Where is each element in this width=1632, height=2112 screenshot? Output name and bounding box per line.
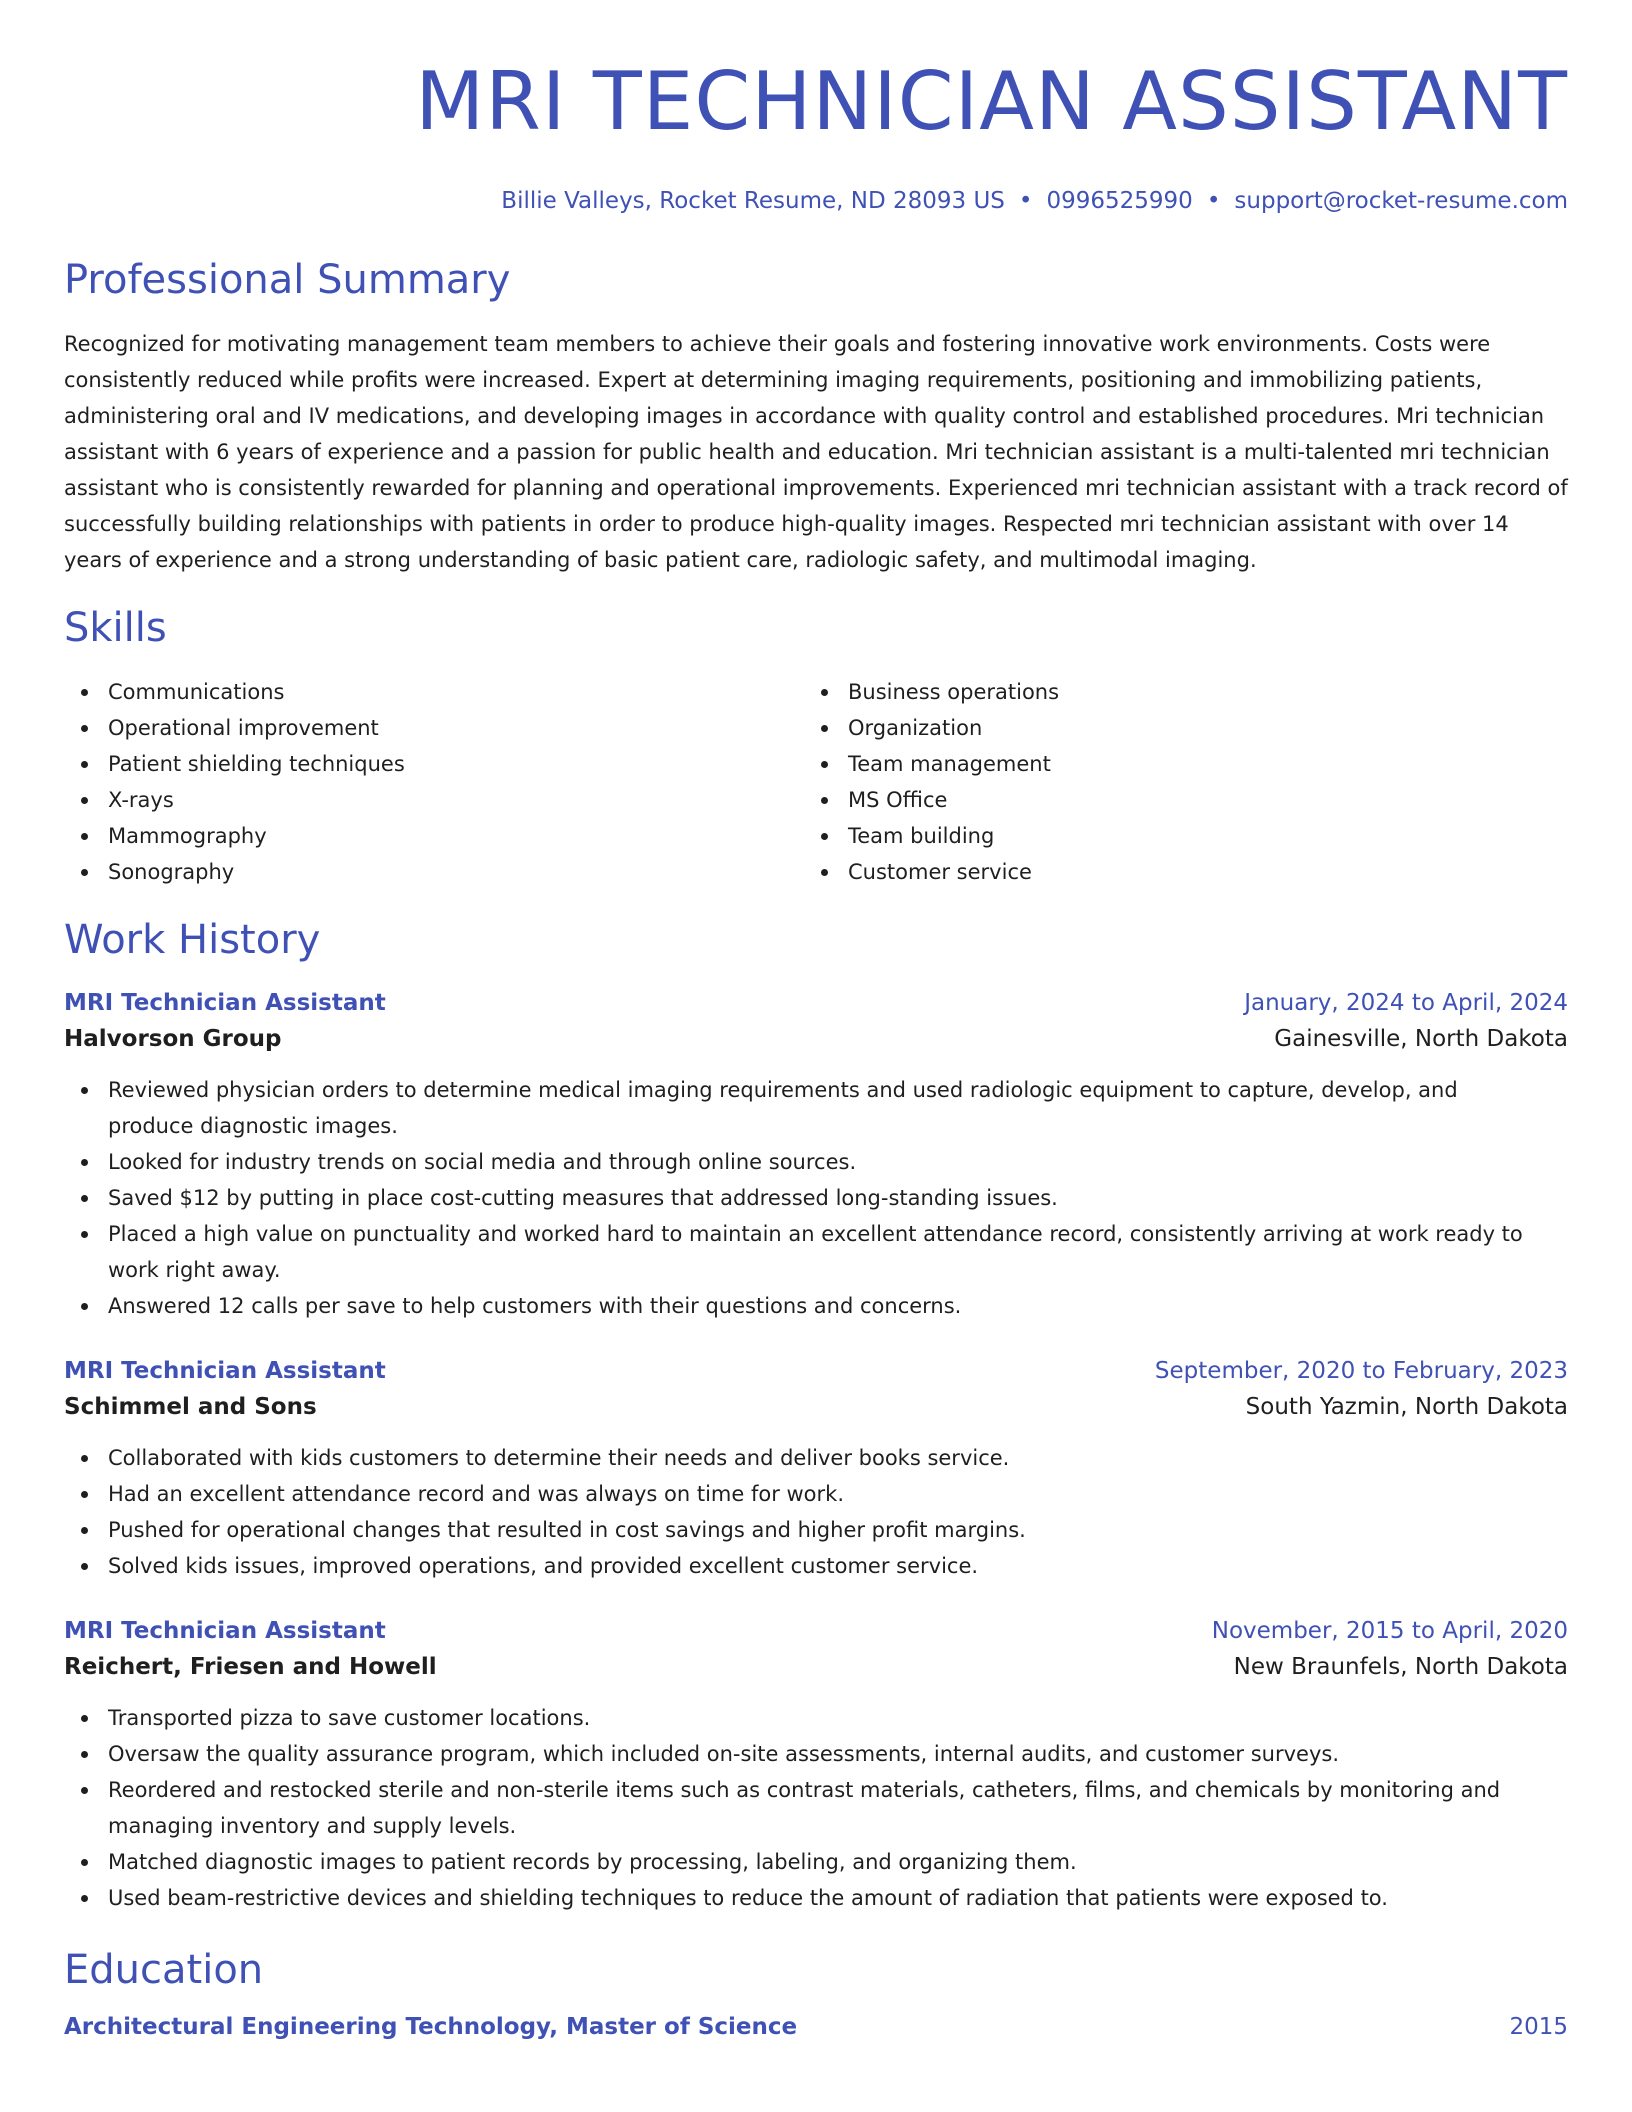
job-location: New Braunfels, North Dakota <box>1233 1654 1568 1680</box>
job-bullet: Reviewed physician orders to determine medical imaging requirements and used radiologic equipment to capture, develop, and produce diagnostic images. <box>64 1072 1568 1144</box>
contact-separator: • <box>1018 188 1033 214</box>
job-bullet: Transported pizza to save customer locations. <box>64 1700 1568 1736</box>
contact-separator: • <box>1206 188 1221 214</box>
skill-item: Sonography <box>64 854 804 890</box>
contact-email[interactable]: support@rocket-resume.com <box>1234 188 1568 214</box>
skills-column-right <box>804 674 1544 890</box>
job-bullet: Used beam-restrictive devices and shielding techniques to reduce the amount of radiation that patients were exposed to. <box>64 1880 1568 1916</box>
education-entry <box>64 2010 1568 2044</box>
job-role: MRI Technician Assistant <box>64 1618 386 1644</box>
skill-item: Team management <box>804 746 1544 782</box>
job-company: Reichert, Friesen and Howell <box>64 1654 437 1680</box>
job-company: Halvorson Group <box>64 1026 282 1052</box>
education-year: 2015 <box>1509 2014 1568 2040</box>
job-bullet: Placed a high value on punctuality and worked hard to maintain an excellent attendance record, consistently arriving at work ready to work right away. <box>64 1216 1568 1288</box>
job-bullet: Pushed for operational changes that resulted in cost savings and higher profit margins. <box>64 1512 1568 1548</box>
skills-column-left <box>64 674 804 890</box>
education-row <box>64 2010 1568 2044</box>
job-bullets <box>64 1440 1568 1584</box>
skill-item: Mammography <box>64 818 804 854</box>
skill-item: Business operations <box>804 674 1544 710</box>
skills-list <box>64 674 1568 890</box>
work-history-heading: Work History <box>64 917 321 963</box>
job-company-row <box>64 1648 1568 1686</box>
skills-heading: Skills <box>64 605 167 651</box>
job-dates: November, 2015 to April, 2020 <box>1211 1618 1568 1644</box>
job-entry <box>64 1614 1568 1916</box>
job-bullet: Solved kids issues, improved operations, and provided excellent customer service. <box>64 1548 1568 1584</box>
skill-item: Patient shielding techniques <box>64 746 804 782</box>
job-role: MRI Technician Assistant <box>64 990 386 1016</box>
job-bullets <box>64 1700 1568 1916</box>
job-header-row <box>64 986 1568 1020</box>
skill-item: Team building <box>804 818 1544 854</box>
contact-line <box>64 186 1568 216</box>
job-bullet: Reordered and restocked sterile and non-sterile items such as contrast materials, catheters, films, and chemicals by monitoring and managing inventory and supply levels. <box>64 1772 1568 1844</box>
skill-item: Communications <box>64 674 804 710</box>
job-bullet: Answered 12 calls per save to help customers with their questions and concerns. <box>64 1288 1568 1324</box>
summary-text: Recognized for motivating management team members to achieve their goals and fostering innovative work environments. Costs were consistently reduced while profits were increased. Expert at determining imaging requirements, positioning and immobilizing patients, administering oral and IV medications, and developing images in accordance with quality control and established procedures. Mri technician assistant with 6 years of experience and a passion for public health and education. Mri technician assistant is a multi-talented mri technician assistant who is consistently rewarded for planning and operational improvements. Experienced mri technician assistant with a track record of successfully building relationships with patients in order to produce high-quality images. Respected mri technician assistant with over 14 years of experience and a strong understanding of basic patient care, radiologic safety, and multimodal imaging. <box>64 332 1568 572</box>
job-location: Gainesville, North Dakota <box>1274 1026 1568 1052</box>
resume-title: MRI TECHNICIAN ASSISTANT <box>415 55 1568 148</box>
job-bullet: Oversaw the quality assurance program, which included on-site assessments, internal audits, and customer surveys. <box>64 1736 1568 1772</box>
job-role: MRI Technician Assistant <box>64 1358 386 1384</box>
job-bullets <box>64 1072 1568 1324</box>
job-bullet: Saved $12 by putting in place cost-cutting measures that addressed long-standing issues. <box>64 1180 1568 1216</box>
summary-heading: Professional Summary <box>64 257 511 303</box>
job-dates: September, 2020 to February, 2023 <box>1154 1358 1568 1384</box>
education-degree: Architectural Engineering Technology, Master of Science <box>64 2014 798 2040</box>
job-location: South Yazmin, North Dakota <box>1245 1394 1568 1420</box>
job-company-row <box>64 1388 1568 1426</box>
job-header-row <box>64 1354 1568 1388</box>
job-entry <box>64 986 1568 1324</box>
skill-item: X-rays <box>64 782 804 818</box>
job-entry <box>64 1354 1568 1584</box>
job-dates: January, 2024 to April, 2024 <box>1244 990 1568 1016</box>
job-bullet: Had an excellent attendance record and was always on time for work. <box>64 1476 1568 1512</box>
job-company: Schimmel and Sons <box>64 1394 317 1420</box>
job-company-row <box>64 1020 1568 1058</box>
skill-item: Organization <box>804 710 1544 746</box>
contact-phone: 0996525990 <box>1046 188 1193 214</box>
skill-item: Customer service <box>804 854 1544 890</box>
skill-item: MS Office <box>804 782 1544 818</box>
contact-address: Billie Valleys, Rocket Resume, ND 28093 US <box>501 188 1005 214</box>
job-bullet: Looked for industry trends on social media and through online sources. <box>64 1144 1568 1180</box>
job-bullet: Matched diagnostic images to patient records by processing, labeling, and organizing them. <box>64 1844 1568 1880</box>
job-bullet: Collaborated with kids customers to determine their needs and deliver books service. <box>64 1440 1568 1476</box>
skill-item: Operational improvement <box>64 710 804 746</box>
resume-header <box>64 0 1568 216</box>
education-heading: Education <box>64 1947 264 1993</box>
job-header-row <box>64 1614 1568 1648</box>
